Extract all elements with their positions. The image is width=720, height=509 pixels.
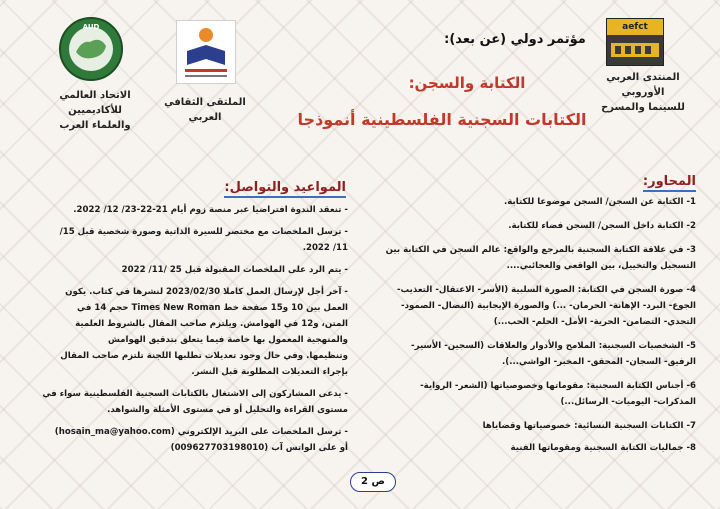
axes-item: 1- الكتابة عن السجن/ السجن موضوعا للكتابة. [504,197,696,207]
axes-item: 6- أجناس الكتابة السجنية: مقوماتها وخصوصياتها (الشعر- الرواية- [420,381,696,391]
axes-item: المذكرات- اليوميات- الرسائل...) [560,397,696,407]
axes-heading-wrap [640,170,696,189]
dates-item: وتنظيمها. وفي حال وجود تعديلات تطلبها اللجنة تلتزم صاحب المقال [60,351,348,361]
svg-text:AUD: AUD [82,23,100,31]
dates-item: المتن، و12 في الهوامش. ويلتزم صاحب المقال بالشروط العلمية [75,319,348,329]
dates-item: مستوى القراءة والتحليل أو في مستوى الأمثلة والشواهد. [107,405,348,415]
axes-heading: المحاور: [643,174,696,192]
dates-item: أو على الواتس آب (009627703198010) [170,443,348,453]
axes-item: الرفيق- السجان- المحقق- المخبر- الواشي...). [502,357,696,367]
dates-item: - ترسل الملخصات على البريد الإلكتروني (hosain_ma@yahoo.com) [54,427,348,437]
dates-item: 11/ 2022. [302,243,348,253]
aefct-logo [606,18,664,66]
film-strip-icon [607,35,663,65]
dates-item: - تنعقد الندوة افتراضيا عبر منصة زوم أيام 21-22-23/ 12/ 2022. [73,205,348,215]
page-number-badge: ص 2 [350,472,396,492]
axes-item: 4- صورة السجن في الكتابة: الصورة السلبية (الأسر- الاعتقال- التعذيب- [396,285,696,295]
dates-item: - يدعى المشاركون إلى الاشتغال بالكتابات السجنية الفلسطينية سواء في [42,389,348,399]
axes-item: 2- الكتابة داخل السجن/ السجن فضاء للكتابة. [508,221,696,231]
aefct-caption-line-1: المنتدى العربي الأوروبي [606,72,680,98]
book-lamp-icon [177,21,235,83]
aud-emblem-icon [58,16,124,82]
axes-item: 5- الشخصيات السجنية: الملامح والأدوار والعلاقات (السجين- الأسير- [411,341,696,351]
aefct-caption [588,70,698,115]
dates-list [30,202,348,456]
dates-item: - يتم الرد على الملخصات المقبولة قبل 25 /11/ 2022 [121,265,348,275]
subtitle-1: الكتابة والسجن: [408,74,526,92]
dates-item: بإجراء التعديلات المطلوبة قبل النشر. [191,367,348,377]
dates-item: العمل بين 10 و15 صفحة خط Times New Roman حجم 14 في [77,303,348,313]
aefct-badge-text: aefct [607,19,663,35]
axes-item: الجوع- البرد- الإهانة- الحرمان- ...) والصورة الإيجابية (النضال- الصمود- [401,301,696,311]
axes-item: التحدي- التضامن- الحرية- الأمل- الحلم- الحب...) [493,317,696,327]
forum-caption: الملتقى الثقافي العربي [164,97,246,123]
axes-item: 7- الكتابات السجنية النسائية: خصوصياتها وقضاياها [482,421,696,431]
axes-item: 3- في علاقة الكتابة السجنية بالمرجع والواقع: عالم السجن في الكتابة بين [385,245,696,255]
axes-list [368,194,696,456]
aud-logo [58,16,124,82]
conference-title: مؤتمر دولي (عن بعد): [444,32,586,47]
dates-item: - آخر أجل لإرسال العمل كاملا 2023/02/30 لنشرها في كتاب. يكون [65,287,348,297]
subtitle-2: الكتابات السجنية الفلسطينية أنموذجا [297,110,587,129]
aefct-caption-line-2: للسينما والمسرح [601,102,685,113]
dates-item: والمنهجية المعمول بها خاصة فيما يتعلق بتدقيق الهوامش [108,335,348,345]
aud-caption-line-2: والعلماء العرب [59,120,131,131]
dates-heading: المواعيد والتواصل: [224,180,346,198]
dates-heading-wrap [200,176,346,195]
axes-item: 8- جماليات الكتابة السجنية ومقوماتها الفنية [510,443,696,453]
axes-item: التسجيل والتخييل، بين الواقعي والعجائبي.... [506,261,696,271]
aud-caption-line-1: الاتحاد العالمي للأكاديميين [59,90,131,116]
aud-caption [40,88,150,133]
dates-item: - ترسل الملخصات مع مختصر للسيرة الذاتية وصورة شخصية قبل 15/ [59,227,348,237]
forum-logo [176,20,236,84]
